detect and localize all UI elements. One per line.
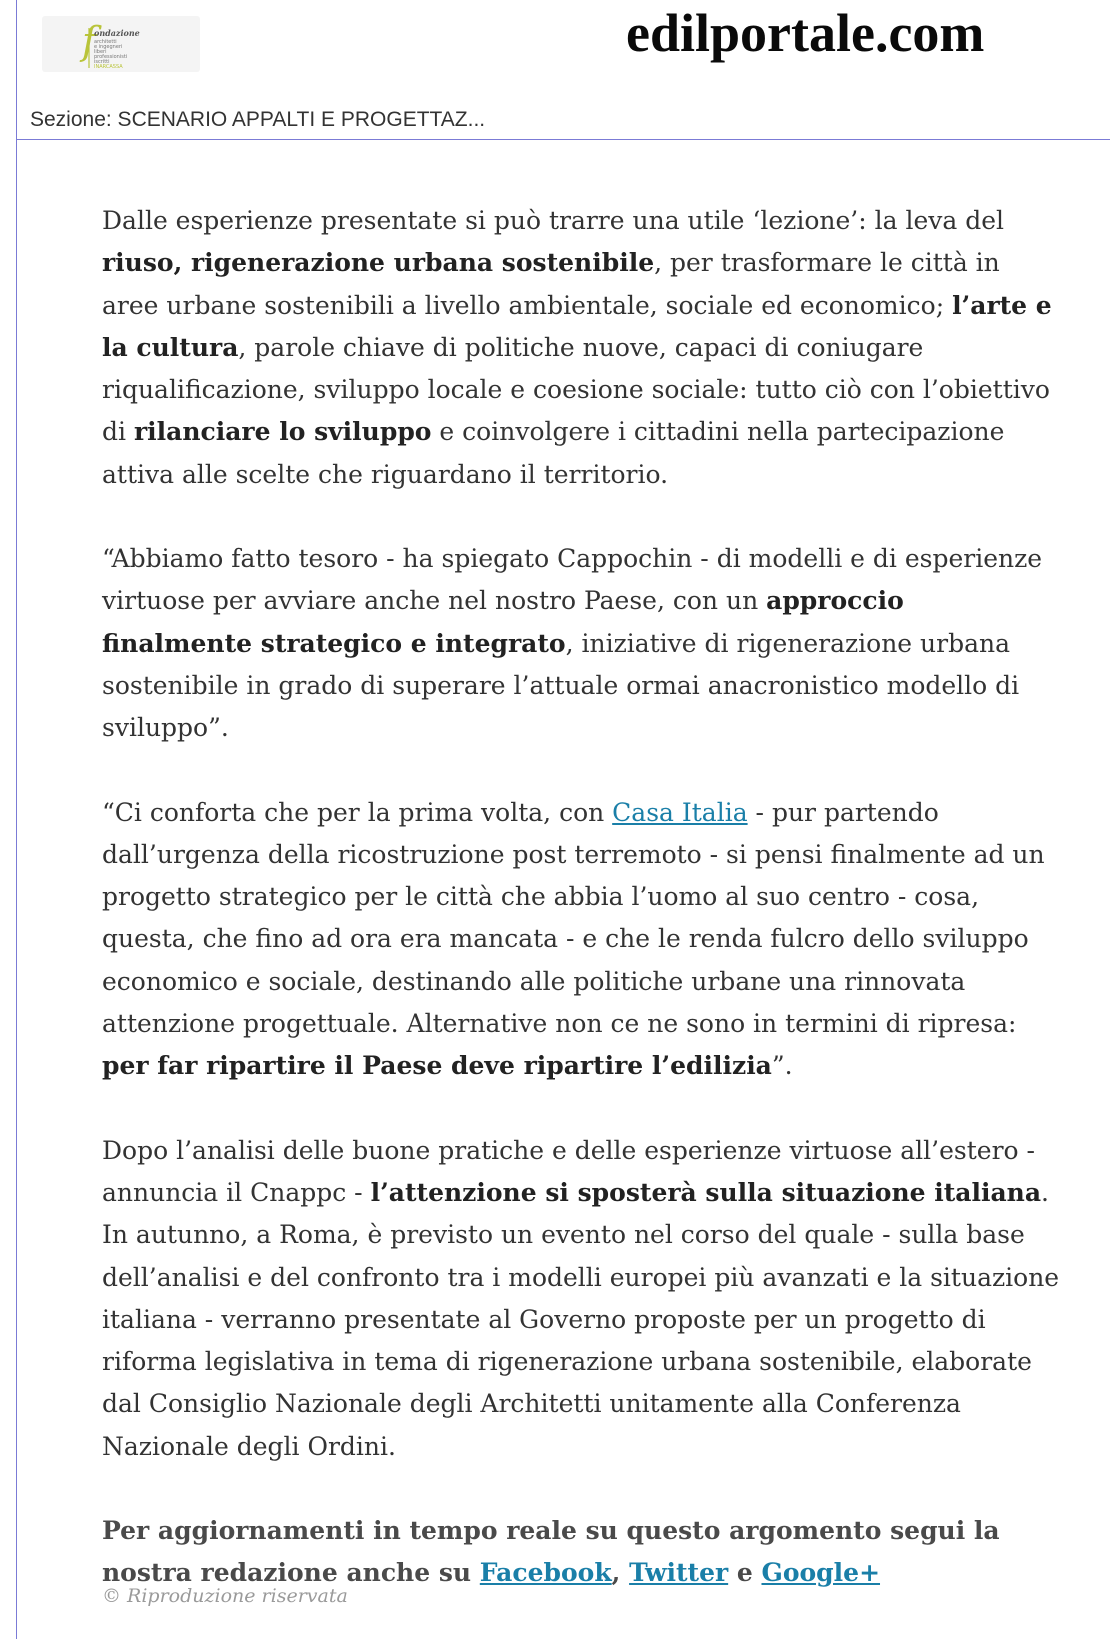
left-border-rule [16,0,17,1639]
logo-line-4: professionisti [94,54,128,60]
logo-line-0: ondazione [94,28,140,38]
logo-line-1: architetti [94,39,117,45]
bold-phrase: l’attenzione si sposterà sulla situazione italiana [370,1177,1042,1207]
copyright-notice: © Riproduzione riservata [102,1585,348,1607]
paragraph-4: Dopo l’analisi delle buone pratiche e delle esperienze virtuose all’estero - annuncia il Cnappc - l’attenzione si sposterà sulla situazione italiana. In autunno, a Roma, è previsto un evento nel corso del quale - sulla base dell’analisi e del confronto tra i modelli europei più avanzati e la situazione italiana - verranno presentate al Governo proposte per un progetto di riforma legislativa in tema di rigenerazione urbana sostenibile, elaborate dal Consiglio Nazionale degli Architetti unitamente alla Conferenza Nazionale degli Ordini. [102,1135,1060,1461]
google-plus-link[interactable]: Google+ [761,1558,881,1588]
logo-f-letter: f [82,19,97,63]
fondazione-logo [42,16,200,72]
logo-line-2: e ingegneri [94,44,123,50]
paragraph-1: Dalle esperienze presentate si può trarre una utile ‘lezione’: la leva del riuso, rigenerazione urbana sostenibile, per trasformare le città in aree urbane sostenibili a livello ambientale, sociale ed economico; l’arte e la cultura, parole chiave di politiche nuove, capaci di coniugare riqualificazione, sviluppo locale e coesione sociale: tutto ciò con l’obiettivo di rilanciare lo sviluppo e coinvolgere i cittadini nella partecipazione attiva alle scelte che riguardano il territorio. [102,206,1052,489]
facebook-link[interactable]: Facebook [479,1558,612,1588]
header-divider [16,139,1110,140]
logo-line-6: INARCASSA [94,64,123,70]
bold-phrase: per far ripartire il Paese deve ripartire l’edilizia [102,1051,772,1081]
paragraph-2: “Abbiamo fatto tesoro - ha spiegato Cappochin - di modelli e di esperienze virtuose per avviare anche nel nostro Paese, con un approccio finalmente strategico e integrato, iniziative di rigenerazione urbana sostenibile in grado di superare l’attuale ormai anacronistico modello di sviluppo”. [102,544,1043,743]
logo-line-5: iscritti [94,59,110,65]
page-header [0,0,1110,140]
article-body [102,200,1062,1637]
source-title: edilportale.com [626,3,985,63]
bold-phrase: approccio finalmente strategico e integrato [102,586,904,658]
twitter-link[interactable]: Twitter [629,1558,729,1588]
bold-phrase: riuso, rigenerazione urbana sostenibile [102,248,655,278]
bold-phrase: l’arte e la cultura [102,290,1052,362]
casa-italia-link[interactable]: Casa Italia [612,797,748,827]
follow-us-paragraph: Per aggiornamenti in tempo reale su questo argomento segui la nostra redazione anche su Facebook, Twitter e Google+ [102,1516,1000,1588]
bold-phrase: rilanciare lo sviluppo [133,417,432,447]
paragraph-3: “Ci conforta che per la prima volta, con Casa Italia - pur partendo dall’urgenza della ricostruzione post terremoto - si pensi finalmente ad un progetto strategico per le città che abbia l’uomo al suo centro - cosa, questa, che fino ad ora era mancata - e che le renda fulcro dello sviluppo economico e sociale, destinando alle politiche urbane una rinnovata attenzione progettuale. Alternative non ce ne sono in termini di ripresa: per far ripartire il Paese deve ripartire l’edilizia”. [102,797,1045,1081]
section-label: Sezione: SCENARIO APPALTI E PROGETTAZ... [30,108,486,131]
logo-line-3: liberi [94,49,107,55]
